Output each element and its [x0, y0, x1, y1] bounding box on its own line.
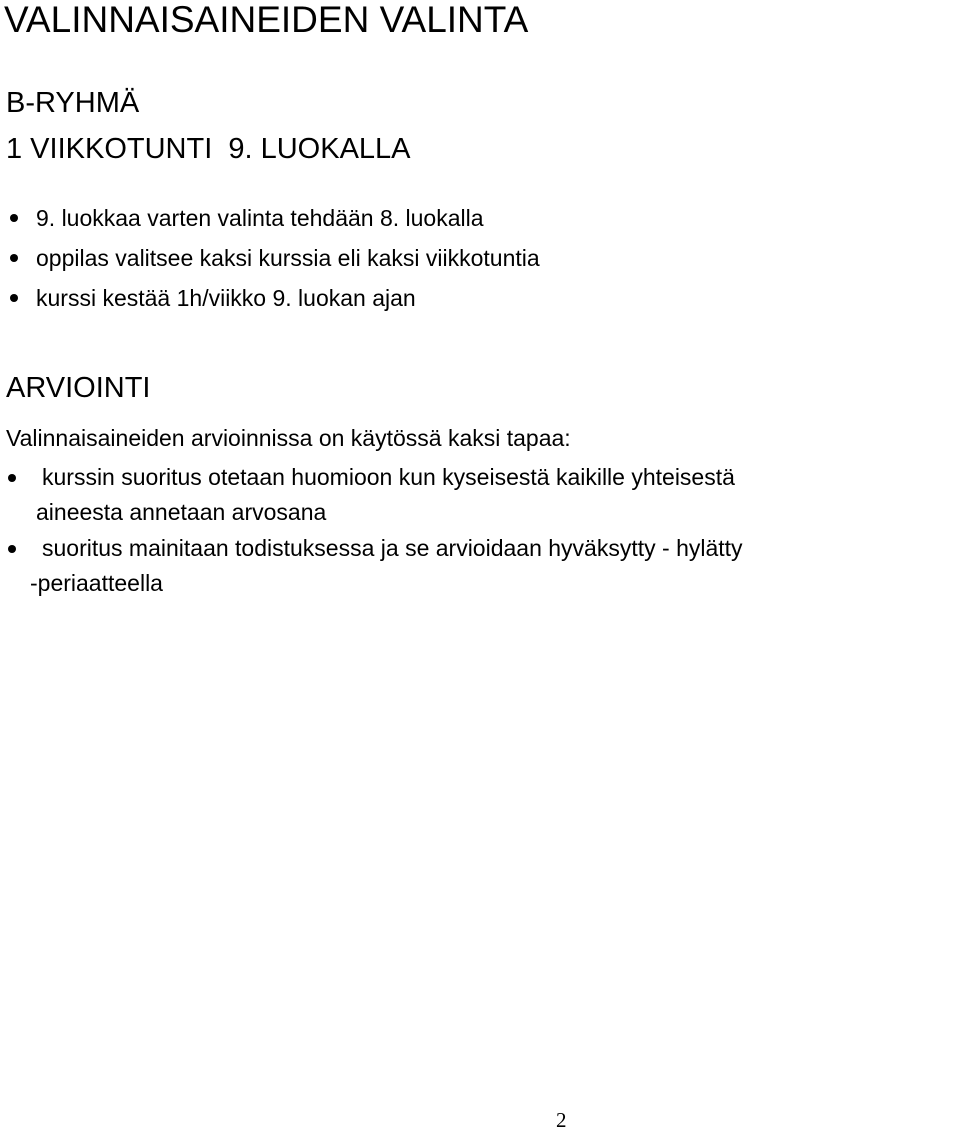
bullet-icon [8, 474, 16, 482]
bullet-text: kurssi kestää 1h/viikko 9. luokan ajan [36, 285, 416, 311]
document-title: VALINNAISAINEIDEN VALINTA [4, 0, 529, 40]
bullet-text: 9. luokkaa varten valinta tehdään 8. luokalla [36, 205, 484, 231]
bullet-icon [10, 214, 18, 222]
bullet-text-continuation: aineesta annetaan arvosana [36, 499, 327, 525]
bullet-icon [8, 545, 16, 553]
bullet-icon [10, 294, 18, 302]
bullet-text: suoritus mainitaan todistuksessa ja se arvioidaan hyväksytty - hylätty [42, 535, 743, 561]
assessment-heading: ARVIOINTI [6, 372, 151, 404]
page-number: 2 [556, 1108, 567, 1132]
bullet-text: kurssin suoritus otetaan huomioon kun kyseisestä kaikille yhteisestä [42, 464, 735, 490]
bullet-text: oppilas valitsee kaksi kurssia eli kaksi viikkotuntia [36, 245, 540, 271]
group-heading: B-RYHMÄ [6, 87, 140, 119]
bullet-icon [10, 254, 18, 262]
group-subheading: 1 VIIKKOTUNTI 9. LUOKALLA [6, 133, 411, 165]
bullet-text-continuation: -periaatteella [30, 570, 163, 596]
assessment-intro: Valinnaisaineiden arvioinnissa on käytössä kaksi tapaa: [6, 425, 571, 451]
